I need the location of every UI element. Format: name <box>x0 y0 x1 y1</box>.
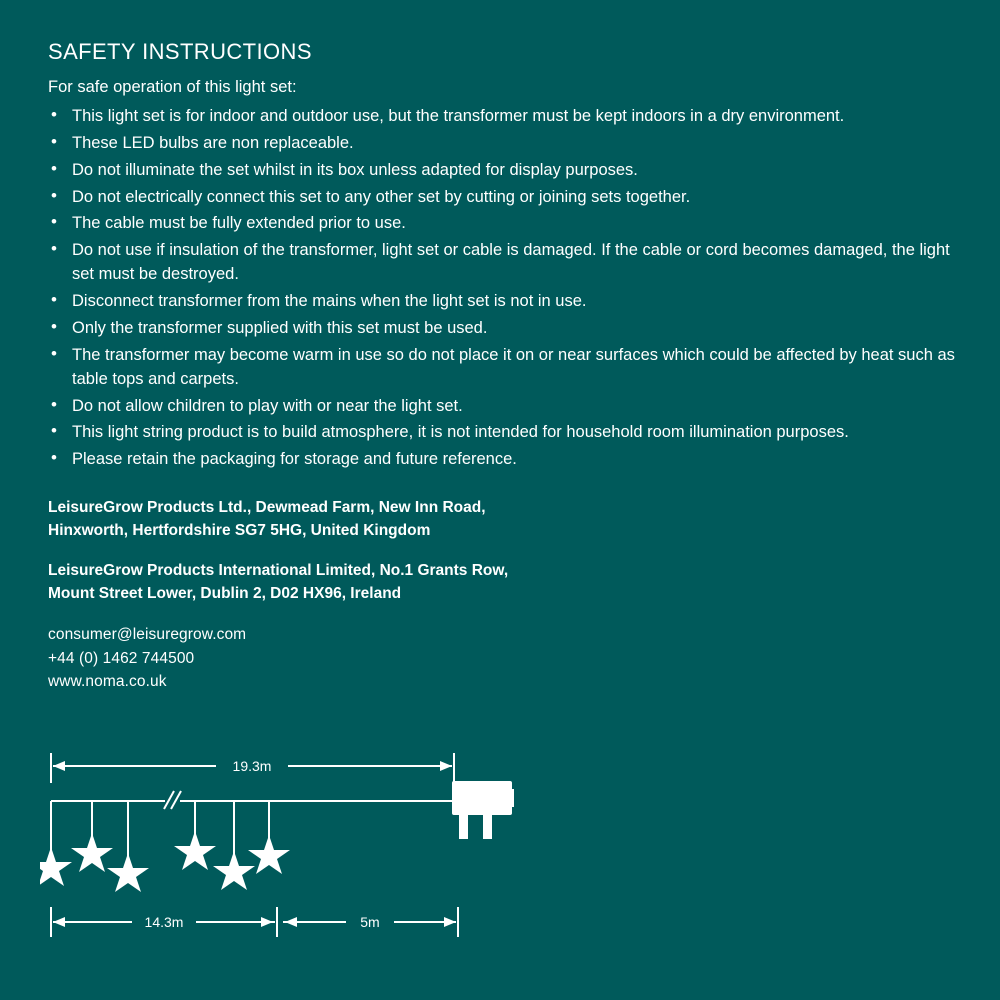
bullet-icon: • <box>51 290 57 310</box>
list-item <box>48 131 960 155</box>
contact-email[interactable]: consumer@leisuregrow.com <box>48 626 247 644</box>
list-item <box>48 158 960 182</box>
list-item <box>48 420 960 444</box>
bullet-icon: • <box>51 343 57 363</box>
list-item <box>48 104 960 128</box>
contact-website[interactable]: www.noma.co.uk <box>48 672 167 690</box>
list-item <box>48 447 960 471</box>
star-icon <box>107 853 149 892</box>
list-item-text: Do not illuminate the set whilst in its box unless adapted for display purposes. <box>72 160 638 179</box>
list-item-text: Please retain the packaging for storage and future reference. <box>72 450 517 469</box>
transformer-plug-icon <box>452 781 514 839</box>
star-icon <box>40 847 72 886</box>
list-item-text: Do not use if insulation of the transformer, light set or cable is damaged. If the cable or cord becomes damaged, the light set must be destroyed. <box>72 241 950 284</box>
ie-address-line-1: LeisureGrow Products International Limited, No.1 Grants Row, <box>48 562 509 580</box>
bullet-icon: • <box>51 132 57 152</box>
bullet-icon: • <box>51 185 57 205</box>
list-item-text: Disconnect transformer from the mains when the light set is not in use. <box>72 292 587 311</box>
bottom-dim-arrow <box>261 917 273 927</box>
uk-company-address <box>48 497 960 542</box>
ie-address-line-2: Mount Street Lower, Dublin 2, D02 HX96, Ireland <box>48 584 402 602</box>
list-item <box>48 316 960 340</box>
contact-details <box>48 623 960 693</box>
star-icon <box>213 851 255 890</box>
safety-instructions-list <box>48 104 960 471</box>
bottom-dim-arrow <box>53 917 65 927</box>
top-dim-right-arrow <box>440 761 452 771</box>
star-icon <box>174 831 216 870</box>
list-item <box>48 394 960 418</box>
lead-length-label: 5m <box>360 914 380 930</box>
list-item <box>48 238 960 287</box>
product-dimensions-diagram <box>40 735 580 955</box>
top-dim-left-arrow <box>53 761 65 771</box>
ie-company-address <box>48 560 960 605</box>
bullet-icon: • <box>51 212 57 232</box>
list-item-text: This light string product is to build atmosphere, it is not intended for household room illumination purposes. <box>72 423 849 442</box>
lit-length-label: 14.3m <box>144 914 184 930</box>
list-item-text: Do not allow children to play with or near the light set. <box>72 396 463 415</box>
safety-intro-text: For safe operation of this light set: <box>48 78 297 97</box>
bullet-icon: • <box>51 421 57 441</box>
uk-address-line-2: Hinxworth, Hertfordshire SG7 5HG, United Kingdom <box>48 521 431 539</box>
list-item-text: Do not electrically connect this set to any other set by cutting or joining sets together. <box>72 187 691 206</box>
bullet-icon: • <box>51 394 57 414</box>
list-item <box>48 185 960 209</box>
bullet-icon: • <box>51 239 57 259</box>
safety-instructions-section <box>48 40 960 693</box>
bullet-icon: • <box>51 316 57 336</box>
star-icon <box>71 833 113 872</box>
bullet-icon: • <box>51 158 57 178</box>
bottom-dim-arrow <box>285 917 297 927</box>
contact-phone[interactable]: +44 (0) 1462 744500 <box>48 649 195 667</box>
list-item-text: The transformer may become warm in use so do not place it on or near surfaces which could be affected by heat such as table tops and carpets. <box>72 345 955 388</box>
list-item-text: This light set is for indoor and outdoor use, but the transformer must be kept indoors in a dry environment. <box>72 107 845 126</box>
uk-address-line-1: LeisureGrow Products Ltd., Dewmead Farm, New Inn Road, <box>48 499 486 517</box>
list-item <box>48 211 960 235</box>
total-length-label: 19.3m <box>232 758 272 774</box>
bullet-icon: • <box>51 105 57 125</box>
list-item <box>48 343 960 392</box>
page-title: SAFETY INSTRUCTIONS <box>48 39 312 64</box>
list-item-text: Only the transformer supplied with this set must be used. <box>72 318 488 337</box>
bottom-dim-arrow <box>444 917 456 927</box>
list-item <box>48 289 960 313</box>
bullet-icon: • <box>51 448 57 468</box>
list-item-text: The cable must be fully extended prior to use. <box>72 214 406 233</box>
list-item-text: These LED bulbs are non replaceable. <box>72 134 354 153</box>
star-icon <box>248 835 290 874</box>
